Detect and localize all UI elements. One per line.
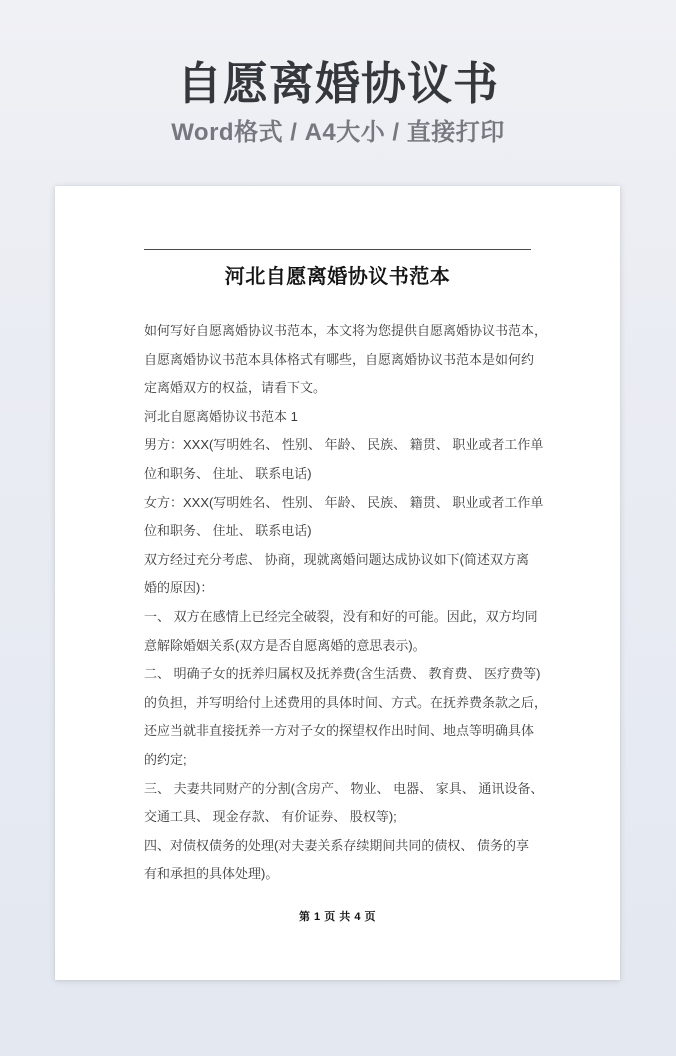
body-line: 交通工具、 现金存款、 有价证券、 股权等); xyxy=(144,809,397,825)
header xyxy=(0,0,676,147)
page-number-footer: 第 1 页 共 4 页 xyxy=(298,910,377,923)
body-line: 自愿离婚协议书范本具体格式有哪些，自愿离婚协议书范本是如何约 xyxy=(144,351,535,367)
body-line: 婚的原因)： xyxy=(144,580,214,596)
body-line: 三、 夫妻共同财产的分割(含房产、 物业、 电器、 家具、 通讯设备、 xyxy=(144,780,544,796)
body-line: 的负担，并写明给付上述费用的具体时间、方式。在抚养费条款之后， xyxy=(144,694,548,710)
body-line: 二、 明确子女的抚养归属权及抚养费(含生活费、 教育费、 医疗费等) xyxy=(144,666,541,682)
body-line: 河北自愿离婚协议书范本 1 xyxy=(144,408,298,424)
body-line: 有和承担的具体处理)。 xyxy=(144,866,279,882)
document-body xyxy=(144,317,548,889)
page-title: 自愿离婚协议书 xyxy=(176,58,499,109)
body-line: 双方经过充分考虑、 协商，现就离婚问题达成协议如下(简述双方离 xyxy=(144,551,529,567)
body-line: 女方：XXX(写明姓名、 性别、 年龄、 民族、 籍贯、 职业或者工作单 xyxy=(144,494,544,510)
body-line: 定离婚双方的权益，请看下文。 xyxy=(144,380,327,396)
body-line: 一、 双方在感情上已经完全破裂，没有和好的可能。因此，双方均同 xyxy=(144,608,538,624)
document-divider xyxy=(144,249,531,250)
body-line: 男方：XXX(写明姓名、 性别、 年龄、 民族、 籍贯、 职业或者工作单 xyxy=(144,437,544,453)
body-line: 还应当就非直接抚养一方对子女的探望权作出时间、地点等明确具体 xyxy=(144,723,535,739)
body-line: 位和职务、 住址、 联系电话) xyxy=(144,523,312,539)
document-title: 河北自愿离婚协议书范本 xyxy=(224,266,451,288)
body-line: 意解除婚姻关系(双方是否自愿离婚的意思表示)。 xyxy=(144,637,426,653)
page-subtitle: Word格式 / A4大小 / 直接打印 xyxy=(171,119,505,146)
body-line: 的约定; xyxy=(144,751,187,767)
body-line: 如何写好自愿离婚协议书范本，本文将为您提供自愿离婚协议书范本， xyxy=(144,323,548,338)
document-page xyxy=(55,186,620,980)
body-line: 位和职务、 住址、 联系电话) xyxy=(144,465,312,481)
body-line: 四、对债权债务的处理(对夫妻关系存续期间共同的债权、 债务的享 xyxy=(144,837,529,853)
